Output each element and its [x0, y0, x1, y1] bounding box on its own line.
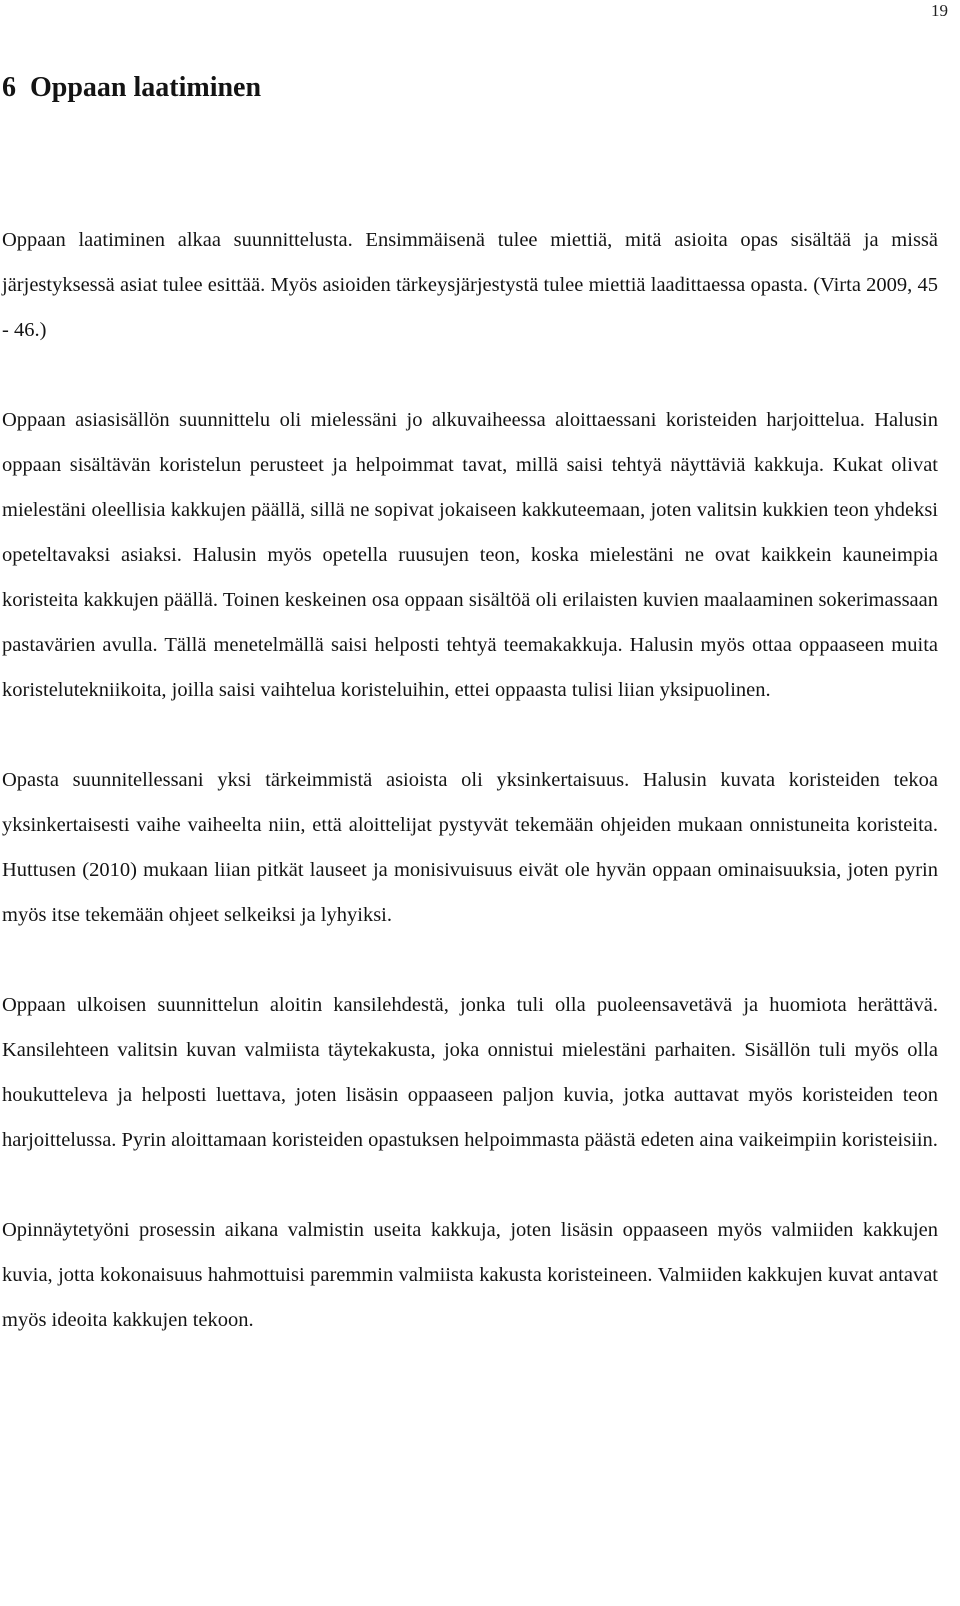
paragraph-1: Oppaan laatiminen alkaa suunnittelusta. Ensimmäisenä tulee miettiä, mitä asioita opas sisältää ja missä järjestyksessä asiat tulee esittää. Myös asioiden tärkeysjärjestystä tulee miettiä laadittaessa opasta. (Virta 2009, 45 - 46.) [2, 229, 938, 341]
chapter-heading [2, 70, 261, 106]
paragraph-2: Oppaan asiasisällön suunnittelu oli mielessäni jo alkuvaiheessa aloittaessani koristeiden harjoittelua. Halusin oppaan sisältävän koristelun perusteet ja helpoimmat tavat, millä saisi tehtyä näyttäviä kakkuja. Kukat olivat mielestäni oleellisia kakkujen päällä, sillä ne sopivat jokaiseen kakkuteemaan, joten valitsin kukkien teon yhdeksi opeteltavaksi asiaksi. Halusin myös opetella ruusujen teon, koska mielestäni ne ovat kaikkein kauneimpia koristeita kakkujen päällä. Toinen keskeinen osa oppaan sisältöä oli erilaisten kuvien maalaaminen sokerimassaan pastavärien avulla. Tällä menetelmällä saisi helposti tehtyä teemakakkuja. Halusin myös ottaa oppaaseen muita koristelutekniikoita, joilla saisi vaihtelua koristeluihin, ettei oppaasta tulisi liian yksipuolinen. [2, 409, 938, 701]
body-text [2, 218, 938, 1343]
chapter-title: Oppaan laatiminen [30, 72, 262, 103]
paragraph-5: Opinnäytetyöni prosessin aikana valmistin useita kakkuja, joten lisäsin oppaaseen myös valmiiden kakkujen kuvia, jotta kokonaisuus hahmottuisi paremmin valmiista kakusta koristeineen. Valmiiden kakkujen kuvat antavat myös ideoita kakkujen tekoon. [2, 1219, 938, 1331]
paragraph-4: Oppaan ulkoisen suunnittelun aloitin kansilehdestä, jonka tuli olla puoleensavetävä ja huomiota herättävä. Kansilehteen valitsin kuvan valmiista täytekakusta, joka onnistui mielestäni parhaiten. Sisällön tuli myös olla houkutteleva ja helposti luettava, joten lisäsin oppaaseen paljon kuvia, jotka auttavat myös koristeiden teon harjoittelussa. Pyrin aloittamaan koristeiden opastuksen helpoimmasta päästä edeten aina vaikeimpiin koristeisiin. [2, 994, 938, 1151]
page-number: 19 [931, 1, 948, 20]
paragraph-3: Opasta suunnitellessani yksi tärkeimmistä asioista oli yksinkertaisuus. Halusin kuvata koristeiden tekoa yksinkertaisesti vaihe vaiheelta niin, että aloittelijat pystyvät tekemään ohjeiden mukaan onnistuneita koristeita. Huttusen (2010) mukaan liian pitkät lauseet ja monisivuisuus eivät ole hyvän oppaan ominaisuuksia, joten pyrin myös itse tekemään ohjeet selkeiksi ja lyhyiksi. [2, 769, 938, 926]
chapter-number: 6 [2, 72, 16, 103]
